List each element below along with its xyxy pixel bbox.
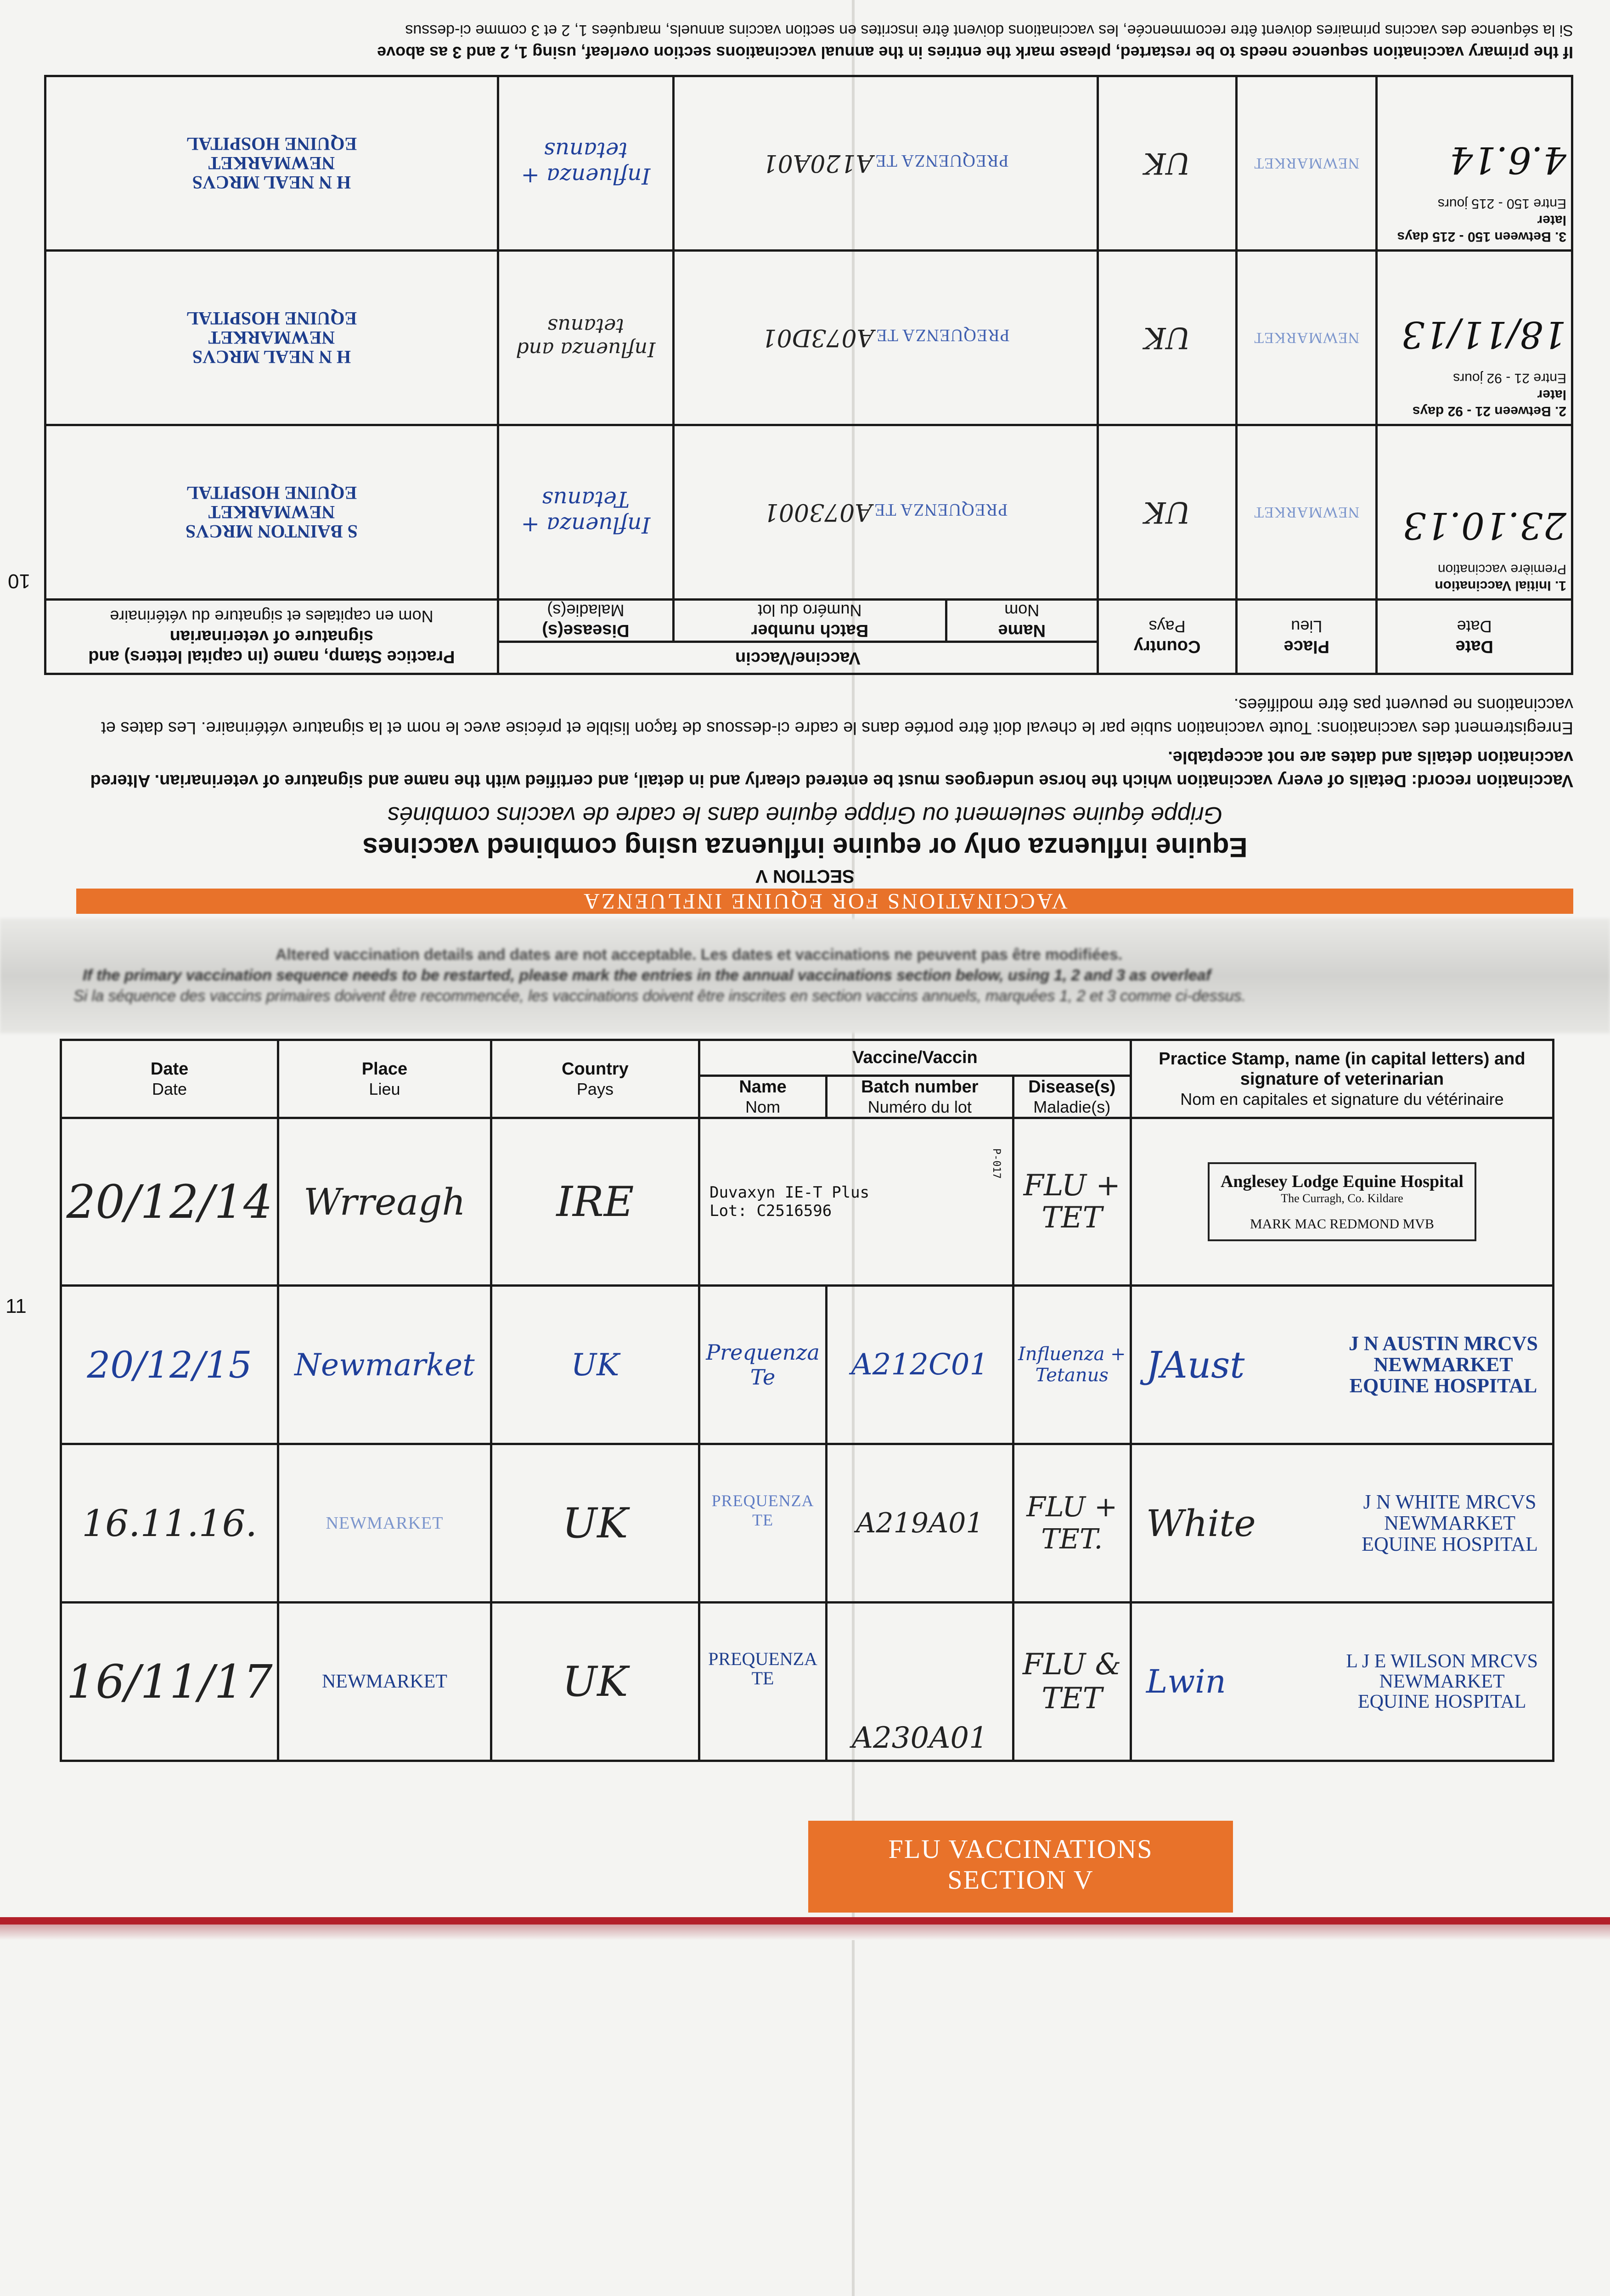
table-row xyxy=(61,1603,1554,1761)
batch-cell: A212C01 xyxy=(827,1286,1013,1444)
country-cell: UK xyxy=(491,1603,699,1761)
country-cell: UK xyxy=(1098,250,1236,425)
vaccine-cell: PREQUENZA TE A073D01 xyxy=(674,250,1098,425)
date-cell: 3. Between 150 - 215 days later Entre 150 - 215 jours 4.6.14 xyxy=(1377,76,1572,250)
table-row xyxy=(45,76,1572,250)
stamp-cell: H N NEAL MRCVS NEWMARKET EQUINE HOSPITAL xyxy=(45,76,498,250)
disease-cell: Influenza + Tetanus xyxy=(1013,1286,1131,1444)
col-country: Country Pays xyxy=(1098,599,1236,674)
col-vaccine: Vaccine/Vaccin xyxy=(699,1040,1131,1076)
place-cell: Newmarket xyxy=(278,1286,491,1444)
country-cell: UK xyxy=(491,1444,699,1603)
place-cell: Wrreagh xyxy=(278,1118,491,1286)
country-cell: IRE xyxy=(491,1118,699,1286)
place-cell: NEWMARKET xyxy=(1237,425,1377,599)
date-cell: 1. Initial Vaccination Première vaccination 23.10.13 xyxy=(1377,425,1572,599)
col-country: Country Pays xyxy=(491,1040,699,1118)
section-box xyxy=(808,1821,1233,1913)
date-cell: 16.11.16. xyxy=(61,1444,278,1603)
record-note-fr: Enregistrement des vaccinations: Toute vaccination subie par le cheval doit être portée dans le cadre ci-dessous de façon lisible et précise avec le nom et la signature vétérinaire. Les dates et vaccinations ne peuvent pas être modifiées. xyxy=(101,694,1573,737)
date-cell: 20/12/15 xyxy=(61,1286,278,1444)
table-row xyxy=(61,1444,1554,1603)
col-date: Date Date xyxy=(1377,599,1572,674)
stamp-cell: S BAINTON MRCVS NEWMARKET EQUINE HOSPITAL xyxy=(45,425,498,599)
page-edge-red xyxy=(0,1917,1610,1925)
page-number-10: 10 xyxy=(8,570,30,592)
practice-stamp: Anglesey Lodge Equine Hospital The Curragh, Co. Kildare MARK MAC REDMOND MVB xyxy=(1208,1162,1476,1241)
disease-cell: FLU + TET xyxy=(1013,1118,1131,1286)
footer-note-en: If the primary vaccination sequence needs to be restarted, please mark the entries in the annual vaccinations section overleaf, using 1, 2 and 3 as above xyxy=(377,43,1573,62)
place-cell: NEWMARKET xyxy=(278,1603,491,1761)
batch-cell: A219A01 xyxy=(827,1444,1013,1603)
table-row xyxy=(61,1286,1554,1444)
vaccination-table-page10 xyxy=(44,75,1573,675)
disease-cell: Influenza + Tetanus xyxy=(498,425,673,599)
section-heading: Equine influenza only or equine influenza using combined vaccines xyxy=(362,832,1248,863)
vaccine-name-cell: PREQUENZA TE xyxy=(699,1603,827,1761)
batch-cell: A230A01 xyxy=(827,1603,1013,1761)
stamp-cell: JAust J N AUSTIN MRCVS NEWMARKET EQUINE HOSPITAL xyxy=(1131,1286,1553,1444)
place-cell: NEWMARKET xyxy=(1237,76,1377,250)
disease-cell: Influenza and tetanus xyxy=(498,250,673,425)
vaccine-name-cell: PREQUENZA TE xyxy=(699,1444,827,1603)
col-disease: Disease(s) Maladie(s) xyxy=(498,599,673,642)
section-box-title: FLU VACCINATIONS xyxy=(888,1834,1153,1864)
vaccine-name-cell: Prequenza Te xyxy=(699,1286,827,1444)
footer-note-fr: Si la séquence des vaccins primaires doivent être recommencée, les vaccinations doivent être inscrites en section vaccins annuels, marquées 1, 2 et 3 comme ci-dessus xyxy=(405,22,1573,39)
col-vaccine: Vaccine/Vaccin xyxy=(498,642,1098,674)
disease-cell: FLU + TET. xyxy=(1013,1444,1131,1603)
col-stamp: Practice Stamp, name (in capital letters) and signature of veterinarian Nom en capitales et signature du vétérinaire xyxy=(1131,1040,1553,1118)
col-place: Place Lieu xyxy=(1237,599,1377,674)
country-cell: UK xyxy=(491,1286,699,1444)
place-cell: NEWMARKET xyxy=(1237,250,1377,425)
vaccine-cell: PREQUENZA TE A073001 xyxy=(674,425,1098,599)
table-row xyxy=(45,250,1572,425)
disease-cell: Influenza + tetanus xyxy=(498,76,673,250)
country-cell: UK xyxy=(1098,425,1236,599)
col-stamp: Practice Stamp, name (in capital letters) and signature of veterinarian Nom en capitales et signature du vétérinaire xyxy=(45,599,498,674)
vet-signature: Lwin xyxy=(1146,1663,1226,1701)
title-bar xyxy=(76,889,1573,914)
table-row xyxy=(61,1118,1554,1286)
country-cell: UK xyxy=(1098,76,1236,250)
record-note-en: Vaccination record: Details of every vaccination which the horse undergoes must be entered clearly and in detail, and certified with the name and signature of veterinarian. Altered vaccination details and dates are not acceptable. xyxy=(90,747,1573,790)
vaccine-label-name: Duvaxyn IE-T Plus xyxy=(709,1183,870,1202)
date-cell: 16/11/17 xyxy=(61,1603,278,1761)
date-cell: 20/12/14 xyxy=(61,1118,278,1286)
table-row xyxy=(45,425,1572,599)
stamp-cell: White J N WHITE MRCVS NEWMARKET EQUINE HOSPITAL xyxy=(1131,1444,1553,1603)
col-date: Date Date xyxy=(61,1040,278,1118)
section-box-subtitle: SECTION V xyxy=(947,1865,1094,1895)
stamp-cell: Lwin L J E WILSON MRCVS NEWMARKET EQUINE HOSPITAL xyxy=(1131,1603,1553,1761)
stamp-cell: H N NEAL MRCVS NEWMARKET EQUINE HOSPITAL xyxy=(45,250,498,425)
date-cell: 2. Between 21 - 92 days later Entre 21 - 92 jours 18/11/13 xyxy=(1377,250,1572,425)
col-name: Name Nom xyxy=(946,599,1098,642)
col-disease: Disease(s) Maladie(s) xyxy=(1013,1076,1131,1118)
disease-cell: FLU & TET xyxy=(1013,1603,1131,1761)
page-number-11: 11 xyxy=(6,1295,27,1317)
col-batch: Batch number Numéro du lot xyxy=(827,1076,1013,1118)
title-bar-text: VACCINATIONS FOR EQUINE INFLUENZA xyxy=(582,889,1068,913)
blurred-strip: Altered vaccination details and dates are not acceptable. Les dates et vaccinations ne peuvent pas être modifiées. If the primary vaccination sequence needs to be restarted, please mark the entries in the annual vaccinations section below, using 1, 2 and 3 as overleaf Si la séquence des vaccins primaires doivent être recommencée, les vaccinations doivent être inscrites en section vaccins annuels, marquées 1, 2 et 3 comme ci-dessus. xyxy=(0,918,1610,1033)
vaccine-label-lot: Lot: C2516596 xyxy=(709,1202,832,1221)
vet-signature: JAust xyxy=(1146,1343,1245,1386)
vaccine-cell xyxy=(699,1118,1013,1286)
page-edge-shadow xyxy=(0,1925,1610,1940)
vaccine-cell: PREQUENZA TE A120A01 xyxy=(674,76,1098,250)
stamp-cell xyxy=(1131,1118,1553,1286)
page-10-rotated xyxy=(0,0,1610,914)
col-place: Place Lieu xyxy=(278,1040,491,1118)
col-batch: Batch number Numéro du lot xyxy=(674,599,946,642)
vet-signature: White xyxy=(1146,1502,1256,1545)
place-cell: NEWMARKET xyxy=(278,1444,491,1603)
vaccination-table-page11 xyxy=(60,1039,1554,1762)
vaccine-label-code: P-017 xyxy=(991,1148,1002,1179)
col-name: Name Nom xyxy=(699,1076,827,1118)
section-label: SECTION V xyxy=(755,866,855,886)
section-heading-fr: Grippe équine seulement ou Grippe équine dans le cadre de vaccins combinés xyxy=(387,802,1223,828)
